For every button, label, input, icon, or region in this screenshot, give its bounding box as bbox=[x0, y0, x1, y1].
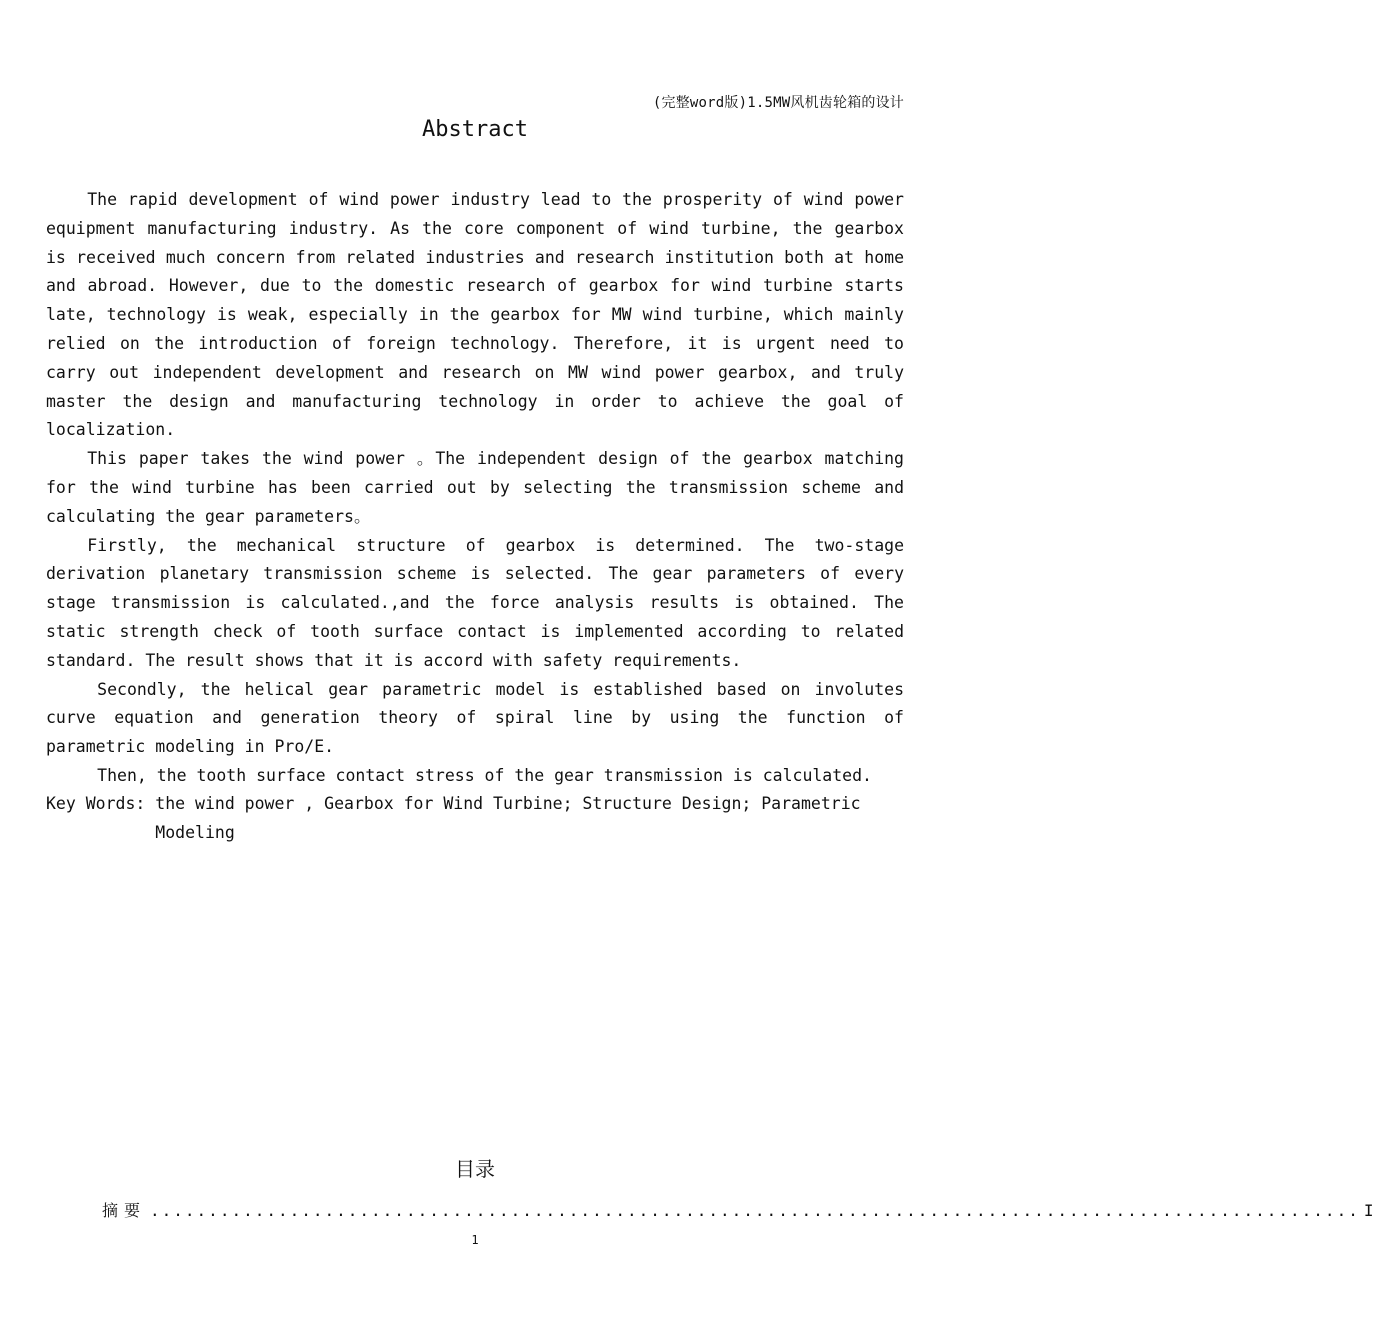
abstract-paragraph: Firstly, the mechanical structure of gearbox is determined. The two-stage derivation planetary transmission scheme is selected. The gear parameters of every stage transmission is calculated.,and the force analysis results is obtained. The static strength check of tooth surface contact is implemented according to related standard. The result shows that it is accord with safety requirements. bbox=[46, 535, 904, 670]
keywords-line-1: the wind power , Gearbox for Wind Turbine; Structure Design; Parametric bbox=[155, 794, 861, 813]
abstract-paragraph: This paper takes the wind power 。The independent design of the gearbox matching for the wind turbine has been carried out by selecting the transmission scheme and calculating the gear parameters。 bbox=[46, 449, 904, 526]
page-number: 1 bbox=[471, 1233, 479, 1247]
keywords-line-2: Modeling bbox=[155, 822, 235, 842]
toc-entry-page: I bbox=[1363, 1201, 1373, 1220]
toc-title: 目录 bbox=[455, 1157, 495, 1181]
abstract-paragraph: Then, the tooth surface contact stress of the gear transmission is calculated. bbox=[97, 765, 872, 785]
header-note: (完整word版)1.5MW风机齿轮箱的设计 bbox=[652, 95, 904, 111]
keywords-label: Key Words: bbox=[46, 794, 156, 813]
abstract-body bbox=[46, 186, 904, 791]
page-title: Abstract bbox=[422, 117, 528, 142]
abstract-paragraph: The rapid development of wind power industry lead to the prosperity of wind power equipment manufacturing industry. As the core component of wind turbine, the gearbox is received much concern from related industries and research institution both at home and abroad. However, due to the domestic research of gearbox for wind turbine starts late, technology is weak, especially in the gearbox for MW wind turbine, which mainly relied on the introduction of foreign technology. Therefore, it is urgent need to carry out independent development and research on MW wind power gearbox, and truly master the design and manufacturing technology in order to achieve the goal of localization. bbox=[46, 190, 904, 440]
toc-leader-dots: ........................................................................................................ bbox=[150, 1201, 1360, 1220]
abstract-paragraph: Secondly, the helical gear parametric model is established based on involutes curve equation and generation theory of spiral line by using the function of parametric modeling in Pro/E. bbox=[46, 679, 904, 757]
toc-entry-label: 摘要 bbox=[102, 1201, 147, 1220]
keywords-value bbox=[155, 790, 904, 848]
toc-entry[interactable] bbox=[102, 1198, 1373, 1221]
keywords bbox=[46, 790, 904, 848]
